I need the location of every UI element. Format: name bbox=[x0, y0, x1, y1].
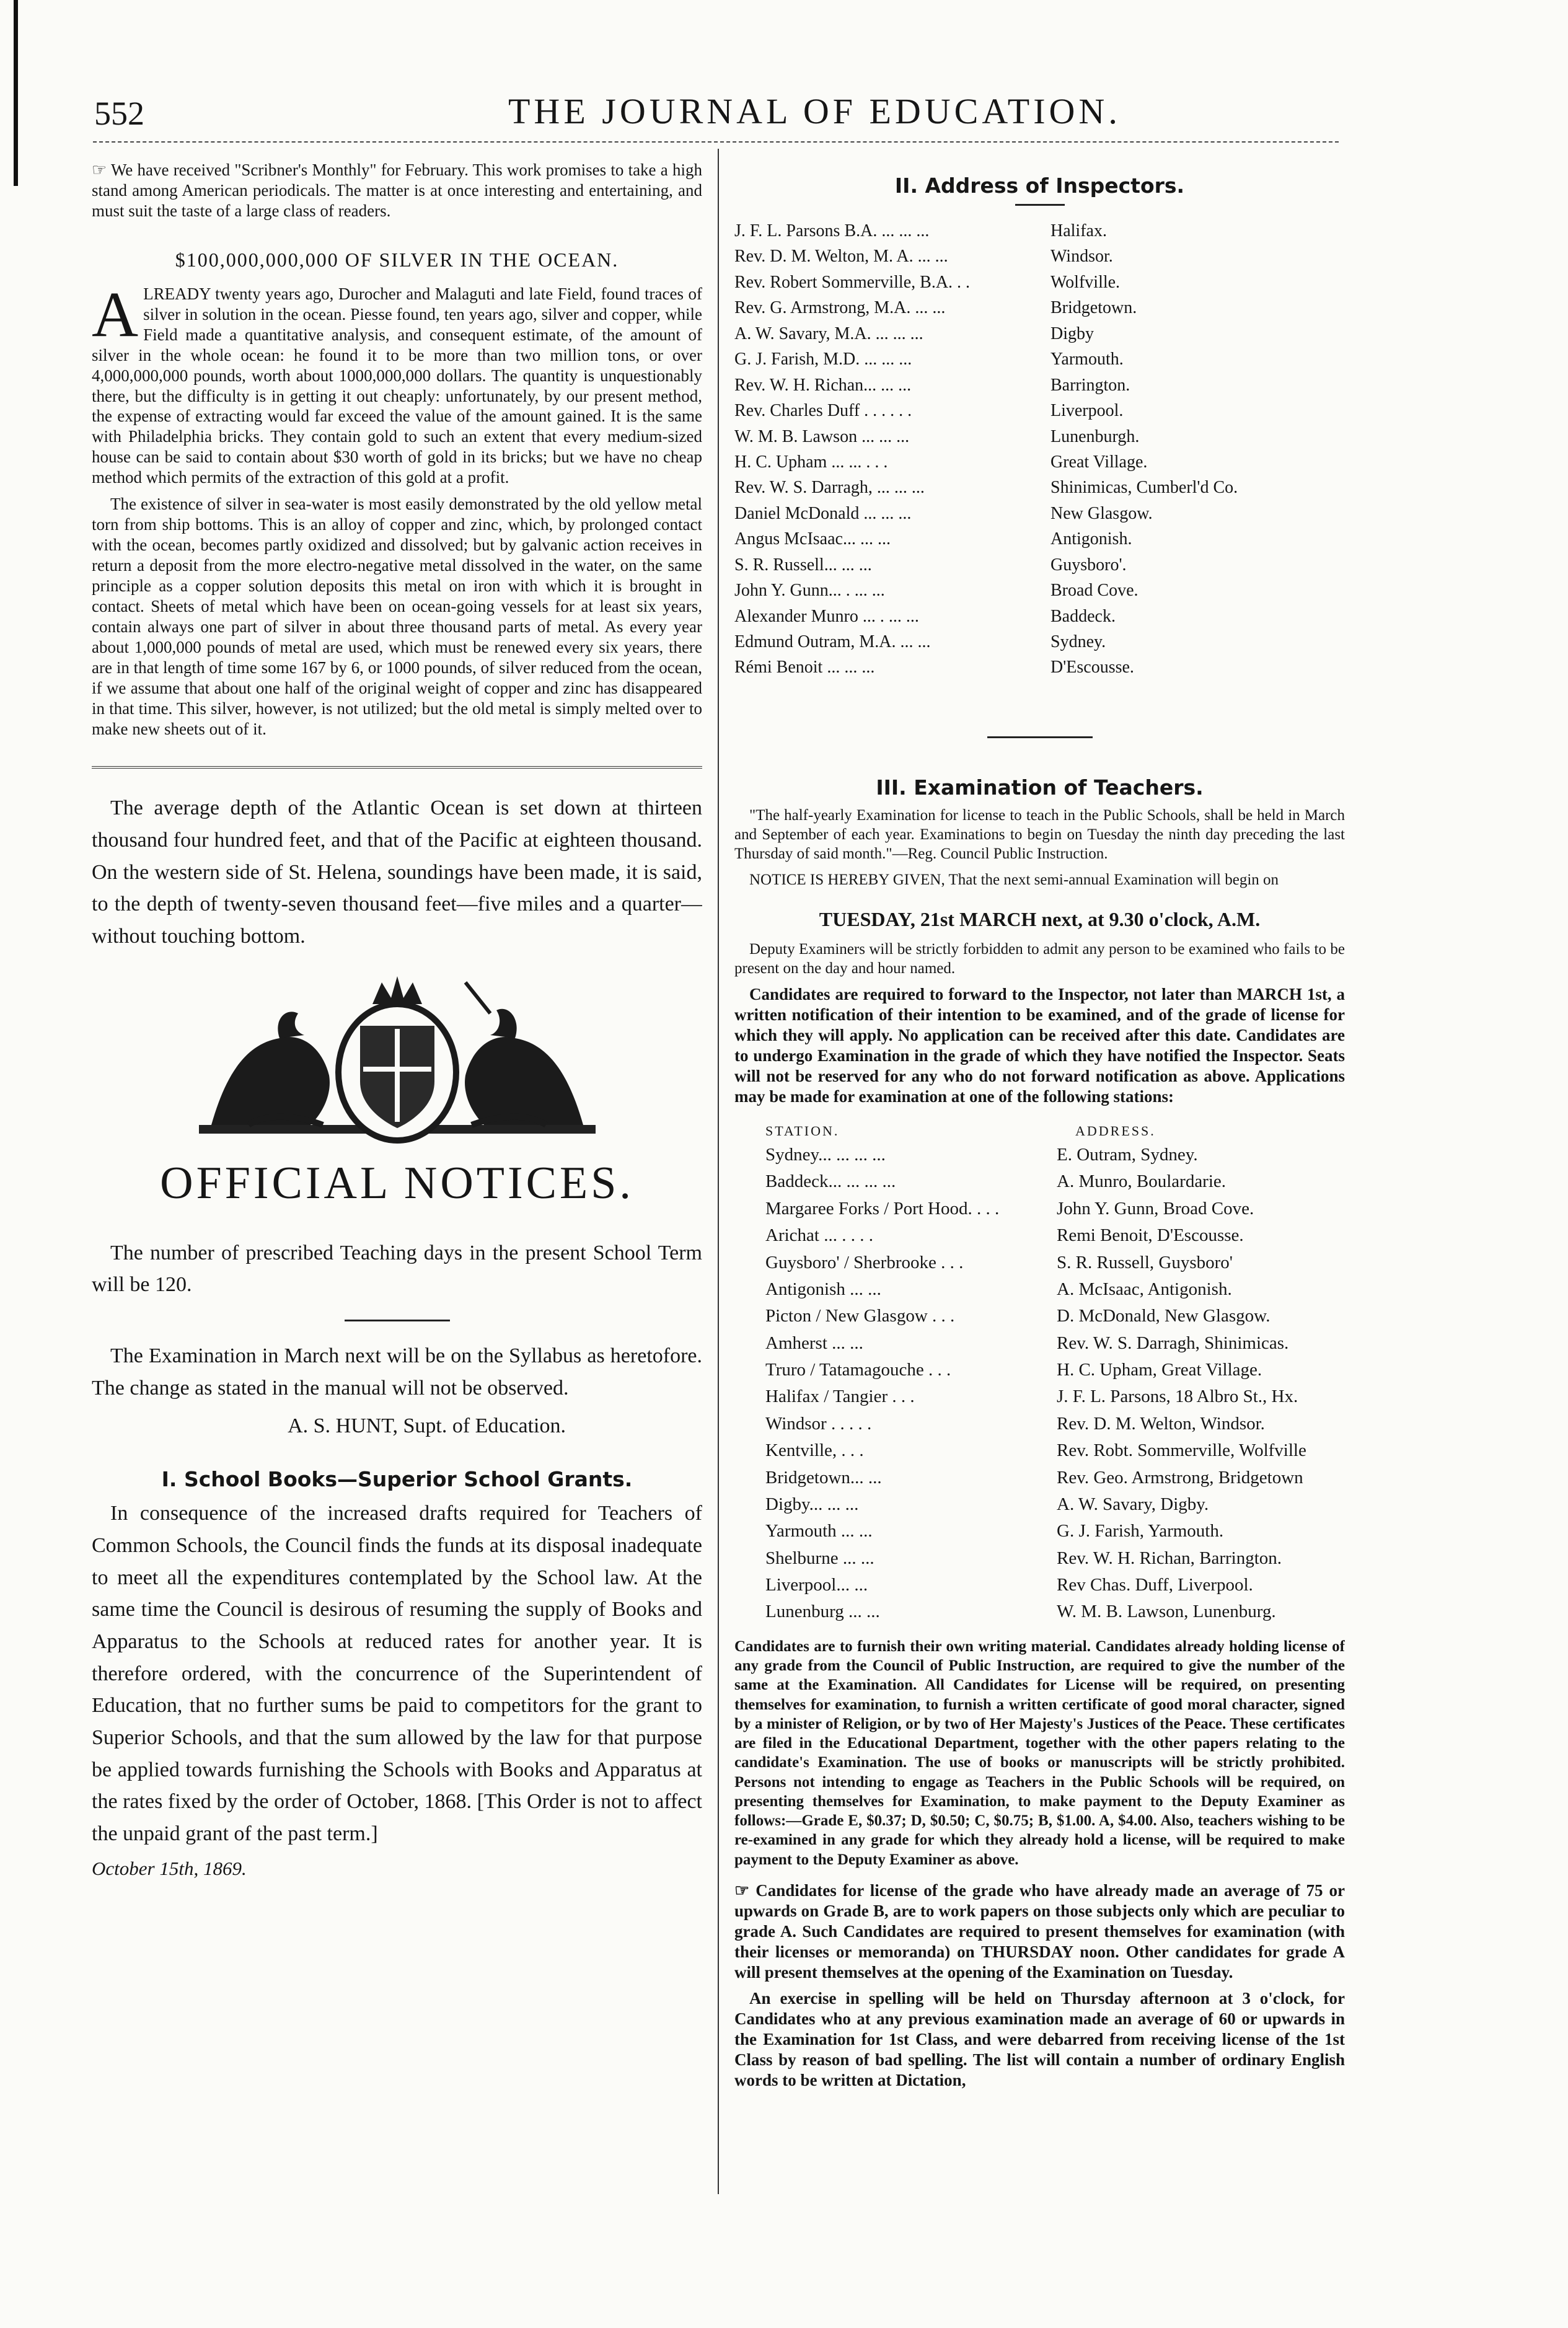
station-address: S. R. Russell, Guysboro' bbox=[1057, 1252, 1233, 1272]
deputy-examiner-note: Deputy Examiners will be strictly forbidden to admit any person to be examined who fails to be present on the day and hour named. bbox=[734, 940, 1345, 977]
station-address: G. J. Farish, Yarmouth. bbox=[1057, 1521, 1224, 1541]
inspector-town: Shinimicas, Cumberl'd Co. bbox=[1050, 478, 1238, 498]
station-address: Rev. Robt. Sommerville, Wolfville bbox=[1057, 1440, 1306, 1461]
exam-fine-print: Candidates are to furnish their own writing material. Candidates already holding license of any grade from the Council of Public Instruction, are required to give the number of the same at the Examination. All Candidates for License will be required, on presenting themselves for examination, to furnish a written certificate of good moral character, signed by a minister of Religion, or by two of Her Majesty's Justices of the Peace. These certificates are filed in the Educational Department, together with the other papers relating to the candidate's Examination. The use of books or manuscripts will be strictly prohibited. Persons not intending to engage as Teachers in the Public Schools will be required, on presenting themselves for Examination, to make payment to the Deputy Examiner as follows:—Grade E, $0.37; D, $0.50; C, $0.75; B, $1.00. A, $4.00. Also, teachers wishing to be re-examined in any grade for which they already hold a license, will be required to make payment to the Deputy Examiner as above. bbox=[734, 1638, 1345, 1868]
station-row bbox=[734, 1333, 1345, 1354]
station-name: Shelburne ... ... bbox=[765, 1548, 874, 1568]
station-row bbox=[734, 1225, 1345, 1246]
grade-a-notice: ☞ Candidates for license of the grade who have already made an average of 75 or upwards on Grade B, are to work papers on those subjects only which are peculiar to grade A. Such Candidates are required to present themselves for examination (with their licenses or memoranda) on THURSDAY noon. Other candidates for grade A will present themselves at the opening of the Examination on Tuesday. bbox=[734, 1880, 1345, 1982]
inspector-town: Digby bbox=[1050, 324, 1094, 343]
inspector-row bbox=[734, 604, 1345, 629]
section-1-date: October 15th, 1869. bbox=[92, 1857, 247, 1879]
inspector-name: G. J. Farish, M.D. ... ... ... bbox=[734, 350, 912, 369]
right-column bbox=[734, 149, 1345, 2281]
short-rule bbox=[345, 1320, 450, 1321]
inspector-name: S. R. Russell... ... ... bbox=[734, 555, 872, 575]
exam-notice: NOTICE IS HEREBY GIVEN, That the next semi-annual Examination will begin on bbox=[749, 871, 1279, 888]
inspector-town: Lunenburgh. bbox=[1050, 426, 1140, 446]
station-name: Digby... ... ... bbox=[765, 1494, 859, 1514]
inspector-name: Edmund Outram, M.A. ... ... bbox=[734, 632, 931, 651]
atlantic-paragraph: The average depth of the Atlantic Ocean is set down at thirteen thousand four hundred feet, and that of the Pacific at eighteen thousand. On the western side of St. Helena, soundings have been made, it is said, to the depth of twenty-seven thousand feet—five miles and a quarter—without touching bottom. bbox=[92, 796, 702, 948]
inspector-town: Guysboro'. bbox=[1050, 555, 1127, 575]
march-exam-notice: The Examination in March next will be on the Syllabus as heretofore. The change as stated in the manual will not be observed. bbox=[92, 1344, 702, 1400]
station-name: Guysboro' / Sherbrooke . . . bbox=[765, 1252, 964, 1272]
station-row bbox=[734, 1413, 1345, 1435]
inspector-name: Rev. Charles Duff . . . . . . bbox=[734, 401, 912, 421]
inspector-name: Rev. D. M. Welton, M. A. ... ... bbox=[734, 247, 948, 267]
silver-article-title: $100,000,000,000 OF SILVER IN THE OCEAN. bbox=[175, 248, 619, 271]
inspector-row bbox=[734, 244, 1345, 269]
station-name: Picton / New Glasgow . . . bbox=[765, 1306, 955, 1326]
station-row bbox=[734, 1601, 1345, 1623]
station-address: A. McIsaac, Antigonish. bbox=[1057, 1279, 1232, 1299]
station-row bbox=[734, 1144, 1345, 1166]
address-header: ADDRESS. bbox=[1075, 1123, 1156, 1139]
station-row bbox=[734, 1520, 1345, 1542]
inspector-name: Daniel McDonald ... ... ... bbox=[734, 503, 912, 523]
station-row bbox=[734, 1467, 1345, 1489]
inspector-town: Bridgetown. bbox=[1050, 298, 1137, 318]
station-name: Liverpool... ... bbox=[765, 1575, 868, 1595]
inspector-town: Wolfville. bbox=[1050, 272, 1121, 292]
inspector-name: Angus McIsaac... ... ... bbox=[734, 529, 891, 549]
inspector-name: W. M. B. Lawson ... ... ... bbox=[734, 426, 910, 446]
inspector-row bbox=[734, 552, 1345, 578]
inspector-town: Broad Cove. bbox=[1050, 581, 1139, 601]
station-name: Halifax / Tangier . . . bbox=[765, 1387, 915, 1407]
candidates-requirements: Candidates are required to forward to the Inspector, not later than MARCH 1st, a written notification of their intention to be examined, and of the grade of license for which they will apply. No application can be received after this date. Candidates are to undergo Examination in the grade of which they have notified the Inspector. Seats will not be reserved for any who do not forward notification as above. Applications may be made for examination at one of the following stations: bbox=[734, 985, 1345, 1106]
inspector-list bbox=[734, 218, 1345, 681]
inspector-name: A. W. Savary, M.A. ... ... ... bbox=[734, 324, 923, 343]
section-1-title: I. School Books—Superior School Grants. bbox=[161, 1467, 633, 1492]
station-row bbox=[734, 1171, 1345, 1193]
station-name: Lunenburg ... ... bbox=[765, 1602, 880, 1622]
station-name: Kentville, . . . bbox=[765, 1440, 864, 1461]
station-address: W. M. B. Lawson, Lunenburg. bbox=[1057, 1602, 1276, 1622]
exam-regulation-quote: "The half-yearly Examination for license to teach in the Public Schools, shall be held in March and September of each year. Examinations to begin on Tuesday the ninth day preceding the last Thursday of said month."—Reg. Council Public Instruction. bbox=[734, 806, 1345, 863]
inspector-row bbox=[734, 346, 1345, 372]
station-address: Rev. W. S. Darragh, Shinimicas. bbox=[1057, 1333, 1289, 1353]
header-rule bbox=[93, 141, 1339, 143]
inspector-town: Great Village. bbox=[1050, 452, 1148, 472]
inspector-town: Baddeck. bbox=[1050, 606, 1116, 626]
station-address: Remi Benoit, D'Escousse. bbox=[1057, 1225, 1244, 1246]
stations-table bbox=[734, 1144, 1345, 1623]
inspector-name: Rémi Benoit ... ... ... bbox=[734, 658, 875, 677]
inspector-town: Halifax. bbox=[1050, 221, 1107, 240]
station-row bbox=[734, 1574, 1345, 1596]
station-row bbox=[734, 1440, 1345, 1462]
royal-arms-emblem-icon bbox=[174, 970, 620, 1156]
inspector-town: New Glasgow. bbox=[1050, 503, 1153, 523]
station-address: J. F. L. Parsons, 18 Albro St., Hx. bbox=[1057, 1387, 1298, 1407]
inspector-name: Rev. Robert Sommerville, B.A. . . bbox=[734, 272, 971, 292]
inspector-town: Yarmouth. bbox=[1050, 350, 1124, 369]
station-name: Yarmouth ... ... bbox=[765, 1521, 873, 1541]
station-address: A. W. Savary, Digby. bbox=[1057, 1494, 1209, 1514]
inspector-row bbox=[734, 578, 1345, 603]
station-address: E. Outram, Sydney. bbox=[1057, 1145, 1198, 1165]
scan-edge-mark bbox=[14, 0, 18, 186]
inspector-row bbox=[734, 655, 1345, 680]
short-rule bbox=[987, 736, 1093, 738]
station-name: Amherst ... ... bbox=[765, 1333, 863, 1353]
section-1-body: In consequence of the increased drafts required for Teachers of Common Schools, the Council finds the funds at its disposal inadequate to meet all the expenditures contemplated by the School law. At the same time the Council is desirous of resuming the supply of Books and Apparatus to the Schools at reduced rates for another year. It is therefore ordered, with the concurrence of the Superintendent of Education, that no further sums be paid to competitors for the grant to Superior Schools, and that the sum allowed by the law for that purpose be applied towards furnishing the Schools with Books and Apparatus at the rates fixed by the order of October, 1868. [This Order is not to affect the unpaid grant of the past term.] bbox=[92, 1502, 702, 1845]
station-name: Sydney... ... ... ... bbox=[765, 1145, 886, 1165]
inspector-row bbox=[734, 526, 1345, 552]
inspector-name: Rev. W. H. Richan... ... ... bbox=[734, 375, 912, 395]
station-address: Rev. D. M. Welton, Windsor. bbox=[1057, 1413, 1265, 1434]
inspector-town: Barrington. bbox=[1050, 375, 1130, 395]
section-3-title: III. Examination of Teachers. bbox=[876, 775, 1204, 800]
inspector-row bbox=[734, 449, 1345, 475]
inspector-name: Rev. W. S. Darragh, ... ... ... bbox=[734, 478, 925, 498]
inspector-row bbox=[734, 424, 1345, 449]
spelling-exercise-notice: An exercise in spelling will be held on Thursday afternoon at 3 o'clock, for Candidates who at any previous examination made an average of 60 or upwards in the Examination for 1st Class, and were debarred from receiving license of the 1st Class by reason of bad spelling. The list will contain a number of ordinary English words to be written at Dictation, bbox=[734, 1989, 1345, 2090]
left-column bbox=[92, 149, 702, 2281]
page-number: 552 bbox=[94, 95, 144, 132]
station-name: Truro / Tatamagouche . . . bbox=[765, 1360, 951, 1380]
station-address: Rev. Geo. Armstrong, Bridgetown bbox=[1057, 1467, 1303, 1488]
station-header: STATION. bbox=[765, 1123, 840, 1139]
inspector-row bbox=[734, 373, 1345, 398]
silver-paragraph-1: ALREADY twenty years ago, Durocher and Malaguti and late Field, found traces of silver in solution in the ocean. Piesse found, ten years ago, silver and copper, while Field made a quantitative analysis, and consequent estimate, of the amount of silver in the whole ocean: he found it to be more than two million tons, or over 4,000,000,000 pounds, worth about 1000,000,000 dollars. The quantity is unquestionably there, but the difficulty is in getting it out cheaply: unfortunately, by our present method, the expense of extracting would far exceed the value of the amount gained. It is the same with Philadelphia bricks. They contain gold to such an extent that every medium-sized house can be said to contain about $30 worth of gold in its bricks; but we have no cheap method which permits of the extraction of this gold at a profit. bbox=[92, 278, 702, 487]
station-name: Margaree Forks / Port Hood. . . . bbox=[765, 1198, 1000, 1219]
inspector-row bbox=[734, 629, 1345, 655]
scribner-notice: ☞ We have received "Scribner's Monthly" for February. This work promises to take a high stand among American periodicals. The matter is at once interesting and entertaining, and must suit the taste of a large class of readers. bbox=[92, 161, 702, 220]
inspector-row bbox=[734, 270, 1345, 295]
drop-cap: A bbox=[92, 278, 139, 350]
station-row bbox=[734, 1386, 1345, 1408]
station-address: John Y. Gunn, Broad Cove. bbox=[1057, 1198, 1254, 1219]
inspector-name: J. F. L. Parsons B.A. ... ... ... bbox=[734, 221, 930, 240]
station-address: D. McDonald, New Glasgow. bbox=[1057, 1306, 1271, 1326]
station-name: Baddeck... ... ... ... bbox=[765, 1171, 896, 1192]
station-row bbox=[734, 1198, 1345, 1220]
inspector-town: Windsor. bbox=[1050, 247, 1113, 267]
inspector-town: D'Escousse. bbox=[1050, 658, 1134, 677]
station-name: Arichat ... . . . . bbox=[765, 1225, 873, 1246]
silver-paragraph-2: The existence of silver in sea-water is most easily demonstrated by the old yellow metal torn from ship bottoms. This is an alloy of copper and zinc, which, by prolonged contact with the ocean, becomes partly oxidized and dissolved; but by galvanic action receives in return a deposit from the more electro-negative metal dissolved in the water, on the same principle as a copper solution deposits this metal on iron with which it is brought in contact. Sheets of metal which have been on ocean-going vessels for at least six years, contain always one part of silver in about three thousand parts of metal. As every year about 1,000,000 pounds of metal are used, which must be renewed every six years, there are in that length of time some 167 by 6, or 1000 pounds, of silver reduced from the ocean, if we assume that about one half of the original weight of copper and zinc has disappeared in that time. This silver, however, is not utilized; but the old metal is simply melted over to make new sheets out of it. bbox=[92, 495, 702, 738]
inspector-row bbox=[734, 501, 1345, 526]
station-row bbox=[734, 1279, 1345, 1300]
inspector-name: Rev. G. Armstrong, M.A. ... ... bbox=[734, 298, 946, 318]
short-rule bbox=[1015, 204, 1065, 206]
station-address: Rev. W. H. Richan, Barrington. bbox=[1057, 1548, 1282, 1568]
station-name: Antigonish ... ... bbox=[765, 1279, 881, 1299]
inspector-name: John Y. Gunn... . ... ... bbox=[734, 581, 885, 601]
stations-header bbox=[734, 1123, 1345, 1139]
inspector-name: Alexander Munro ... . ... ... bbox=[734, 606, 919, 626]
teaching-days-notice: The number of prescribed Teaching days in the present School Term will be 120. bbox=[92, 1241, 702, 1297]
station-name: Bridgetown... ... bbox=[765, 1467, 882, 1488]
inspector-row bbox=[734, 321, 1345, 346]
station-row bbox=[734, 1494, 1345, 1515]
section-2-title: II. Address of Inspectors. bbox=[894, 174, 1185, 198]
station-row bbox=[734, 1305, 1345, 1327]
station-row bbox=[734, 1252, 1345, 1274]
official-notices-title: OFFICIAL NOTICES. bbox=[160, 1157, 634, 1209]
inspector-row bbox=[734, 218, 1345, 244]
inspector-row bbox=[734, 295, 1345, 320]
column-divider bbox=[718, 149, 719, 2194]
station-name: Windsor . . . . . bbox=[765, 1413, 872, 1434]
station-row bbox=[734, 1548, 1345, 1569]
station-row bbox=[734, 1359, 1345, 1381]
inspector-town: Liverpool. bbox=[1050, 401, 1124, 421]
inspector-row bbox=[734, 475, 1345, 500]
section-rule bbox=[92, 766, 702, 769]
station-address: Rev Chas. Duff, Liverpool. bbox=[1057, 1575, 1253, 1595]
inspector-town: Sydney. bbox=[1050, 632, 1106, 651]
station-address: A. Munro, Boulardarie. bbox=[1057, 1171, 1227, 1192]
running-head: THE JOURNAL OF EDUCATION. bbox=[508, 91, 1121, 131]
inspector-row bbox=[734, 398, 1345, 423]
superintendent-signature: A. S. HUNT, Supt. of Education. bbox=[288, 1414, 566, 1438]
inspector-name: H. C. Upham ... ... . . . bbox=[734, 452, 888, 472]
inspector-town: Antigonish. bbox=[1050, 529, 1132, 549]
exam-date-time: TUESDAY, 21st MARCH next, at 9.30 o'clock, A.M. bbox=[819, 907, 1261, 930]
station-address: H. C. Upham, Great Village. bbox=[1057, 1360, 1262, 1380]
